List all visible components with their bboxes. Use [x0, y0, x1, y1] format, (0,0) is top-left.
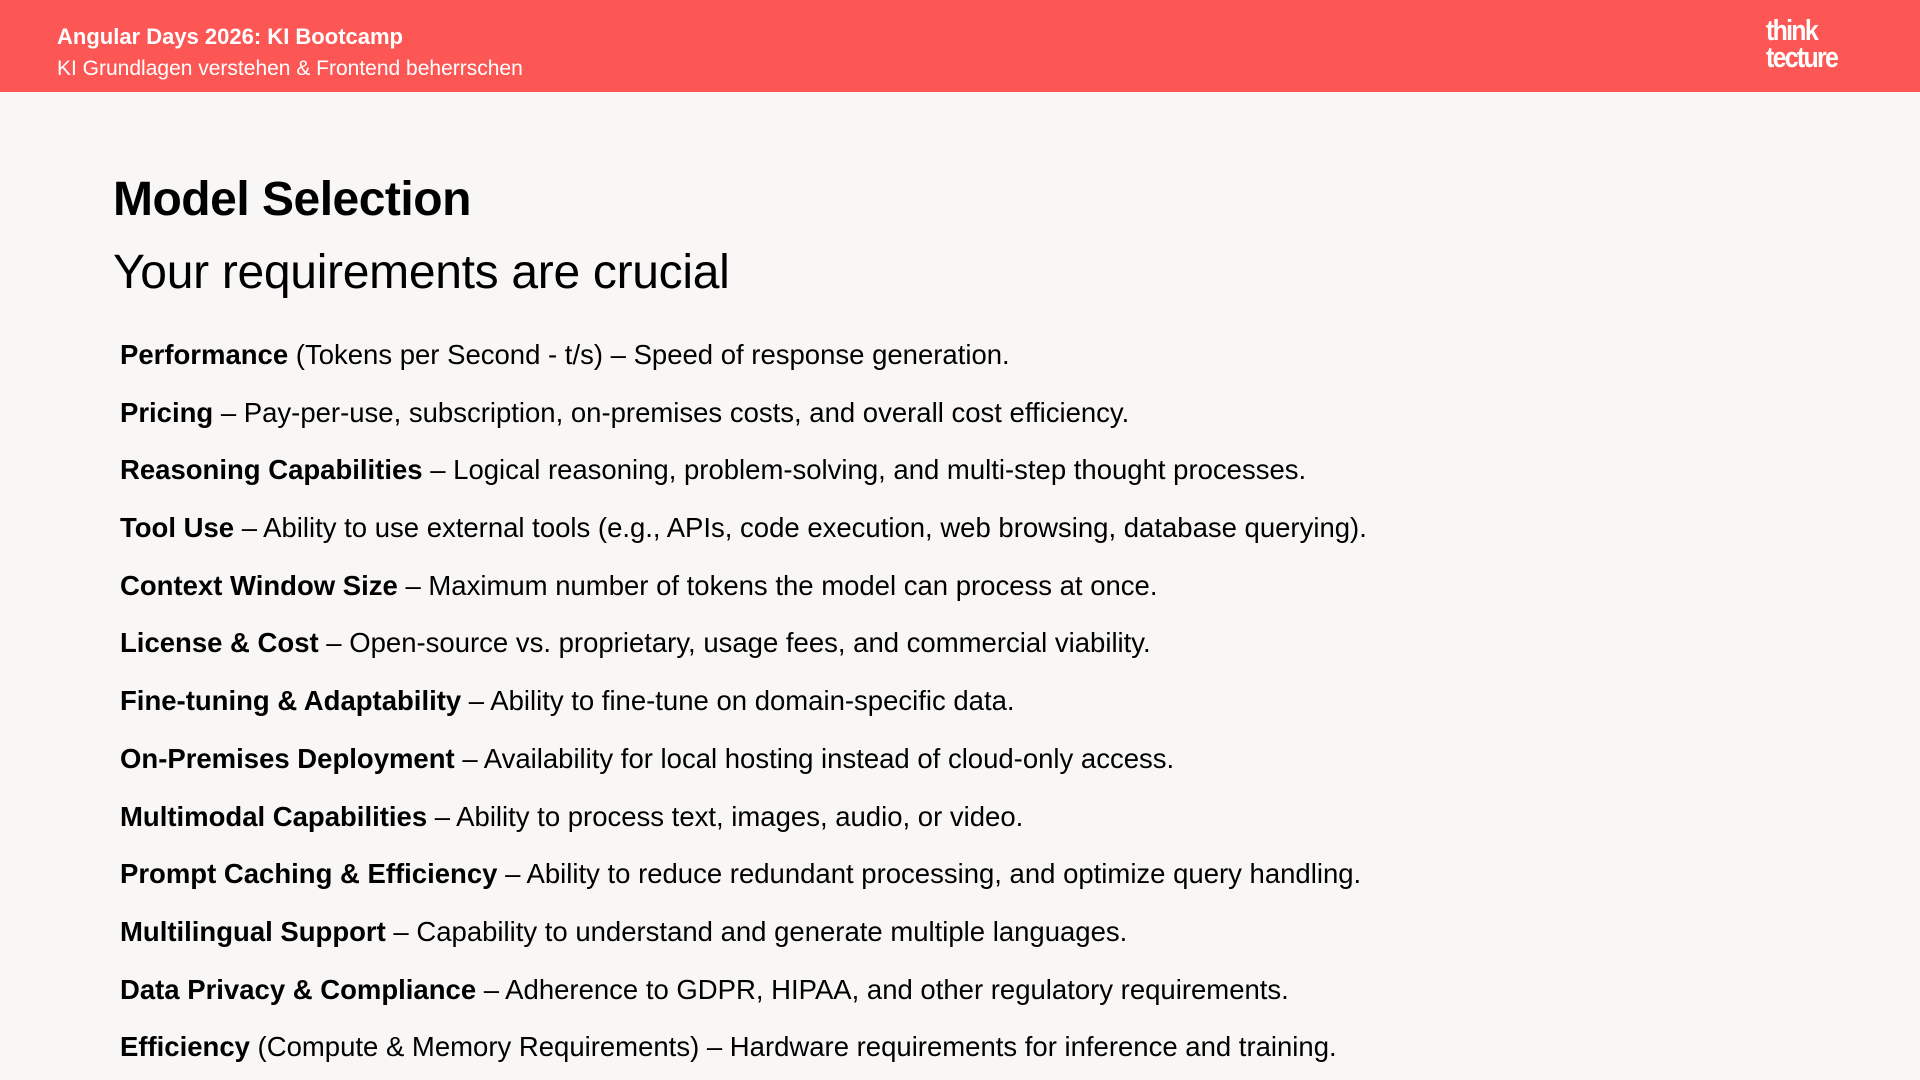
item-text: – Pay-per-use, subscription, on-premises costs, and overall cost efficiency.	[213, 396, 1130, 428]
item-term: Tool Use	[120, 512, 235, 544]
list-item	[120, 568, 1840, 626]
item-text: – Ability to fine-tune on domain-specific data.	[461, 685, 1015, 717]
item-term: Data Privacy & Compliance	[120, 973, 477, 1005]
item-text: – Availability for local hosting instead of cloud-only access.	[454, 742, 1175, 774]
item-text: – Open-source vs. proprietary, usage fees, and commercial viability.	[318, 627, 1151, 659]
event-subtitle: KI Grundlagen verstehen & Frontend beherrschen	[57, 57, 523, 80]
item-text: – Maximum number of tokens the model can process at once.	[397, 569, 1158, 601]
item-term: Performance	[120, 339, 289, 370]
item-term: Pricing	[120, 396, 214, 428]
item-term: License & Cost	[120, 627, 319, 659]
item-text: – Ability to use external tools (e.g., APIs, code execution, web browsing, database querying).	[234, 512, 1367, 544]
list-item	[120, 683, 1840, 741]
requirements-list	[120, 337, 1840, 1080]
list-item	[120, 510, 1840, 568]
item-term: Prompt Caching & Efficiency	[120, 858, 498, 890]
slide-subtitle: Your requirements are crucial	[113, 246, 730, 299]
item-term: Fine-tuning & Adaptability	[120, 685, 462, 717]
list-item	[120, 914, 1840, 972]
item-term: On-Premises Deployment	[120, 742, 455, 774]
slide-title: Model Selection	[113, 173, 471, 226]
list-item	[120, 799, 1840, 857]
item-text: – Adherence to GDPR, HIPAA, and other regulatory requirements.	[476, 973, 1289, 1005]
list-item	[120, 741, 1840, 799]
item-term: Multimodal Capabilities	[120, 800, 428, 832]
item-term: Multilingual Support	[120, 915, 386, 947]
item-term: Reasoning Capabilities	[120, 454, 423, 486]
thinktecture-logo	[1766, 15, 1843, 74]
list-item	[120, 856, 1840, 914]
list-item	[120, 625, 1840, 683]
list-item	[120, 395, 1840, 453]
list-item	[120, 337, 1840, 395]
list-item	[120, 972, 1840, 1030]
item-text: (Compute & Memory Requirements) – Hardware requirements for inference and training.	[249, 1031, 1337, 1063]
item-text: – Ability to reduce redundant processing, and optimize query handling.	[497, 858, 1362, 890]
item-text: (Tokens per Second - t/s) – Speed of response generation.	[288, 339, 1010, 370]
item-term: Efficiency	[120, 1031, 250, 1063]
item-text: – Ability to process text, images, audio, or video.	[427, 800, 1024, 832]
item-text: – Capability to understand and generate multiple languages.	[385, 915, 1128, 947]
event-title: Angular Days 2026: KI Bootcamp	[57, 24, 403, 49]
logo-line-1: think	[1766, 15, 1817, 47]
list-item	[120, 1029, 1840, 1080]
header-bar	[0, 0, 1920, 92]
item-text: – Logical reasoning, problem-solving, and multi-step thought processes.	[422, 454, 1307, 486]
item-term: Context Window Size	[120, 569, 398, 601]
logo-line-2: tecture	[1766, 42, 1838, 74]
list-item	[120, 452, 1840, 510]
